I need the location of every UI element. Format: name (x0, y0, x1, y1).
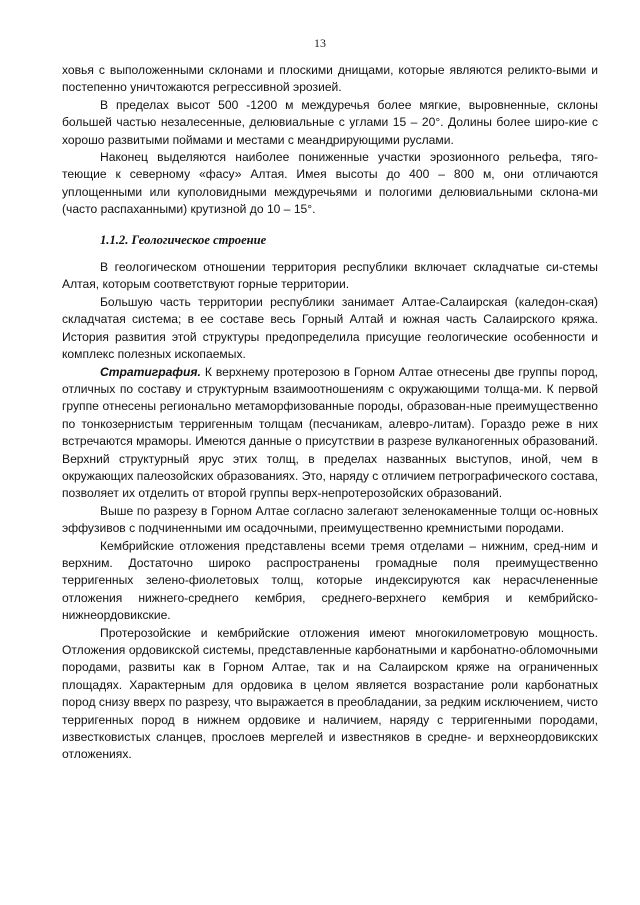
section-heading-geology: 1.1.2. Геологическое строение (100, 232, 267, 247)
paragraph-relief-low-areas: Наконец выделяются наиболее пониженные участки эрозионного рельефа, тяго-теющие к северному «фасу» Алтая. Имея высоты до 400 – 800 м, они отличаются уплощенными или куполовидными междуречьями и пологими делювиальными склона-ми (часто распаханными) крутизной до 10 – 15°. (62, 150, 598, 217)
paragraph-stratigraphy (62, 364, 598, 503)
paragraph-fold-system: Большую часть территории республики занимает Алтае-Салаирская (каледон-ская) складчатая система; в ее составе весь Горный Алтай и южная часть Салаирского кряжа. История развития этой структуры предопределила присущие геологические особенности и комплекс полезных ископаемых. (62, 294, 598, 362)
run-in-heading-stratigraphy: Стратиграфия. (100, 364, 201, 379)
paragraph-stratigraphy-text: К верхнему протерозою в Горном Алтае отнесены две группы пород, отличных по составу и структурным взаимоотношениям с окружающими толща-ми. К первой группе отнесены регионально метаморфизованные породы, образован-ные преимущественно по тонкозернистым терригенным толщам (песчаникам, алевро-литам). Гораздо реже в них встречаются мраморы. Имеются данные о присутствии в разрезе вулканогенных образований. Верхний структурный ярус этих толщ, в пределах названных выступов, иной, чем в окружающих палеозойских образованиях. Это, наряду с отличием петрографического состава, позволяет их отделить от второй группы верх-непротерозойских образований. (62, 364, 599, 501)
paragraph-ordovician: Протерозойские и кембрийские отложения имеют многокилометровую мощность. Отложения ордовикской системы, представленные карбонатными и карбонатно-обломочными породами, развиты как в Горном Алтае, так и на Салаирском кряже на ограниченных площадях. Характерным для ордовика в целом является возрастание роли карбонатных пород снизу вверх по разрезу, что выражается в преобладании, за редким исключением, чисто терригенных пород в нижнем ордовике и наличием, наряду с терригенными породами, известковистых сланцев, прослоев мергелей и известняков в средне- и верхнеордовикских отложениях. (62, 625, 598, 762)
paragraph-relief-continued: ховья с выположенными склонами и плоскими днищами, которые являются реликто-выми и постепенно уничтожаются регрессивной эрозией. (62, 63, 598, 95)
paragraph-greenstone: Выше по разрезу в Горном Алтае согласно залегают зеленокаменные толщи ос-новных эффузивов с подчиненными им осадочными, преимущественно кремнистыми породами. (62, 503, 598, 536)
page-number: 13 (314, 36, 326, 50)
page-body (62, 62, 598, 764)
paragraph-cambrian: Кембрийские отложения представлены всеми тремя отделами – нижним, сред-ним и верхним. Достаточно широко распространены громадные поля преимущественно терригенных зелено-фиолетовых толщ, которые индексируются как нерасчлененные отложения нижнего-среднего кембрия, среднего-верхнего кембрия и кембрийско-нижнеордовикские. (62, 538, 598, 623)
paragraph-relief-mid-heights: В пределах высот 500 -1200 м междуречья более мягкие, выровненные, склоны большей частью незалесенные, делювиальные с углами 15 – 20°. Долины более широ-кие с хорошо развитыми поймами и местами с меандрирующими руслами. (62, 97, 598, 147)
paragraph-geology-intro: В геологическом отношении территория республики включает складчатые си-стемы Алтая, которым соответствуют горные территории. (62, 260, 598, 292)
